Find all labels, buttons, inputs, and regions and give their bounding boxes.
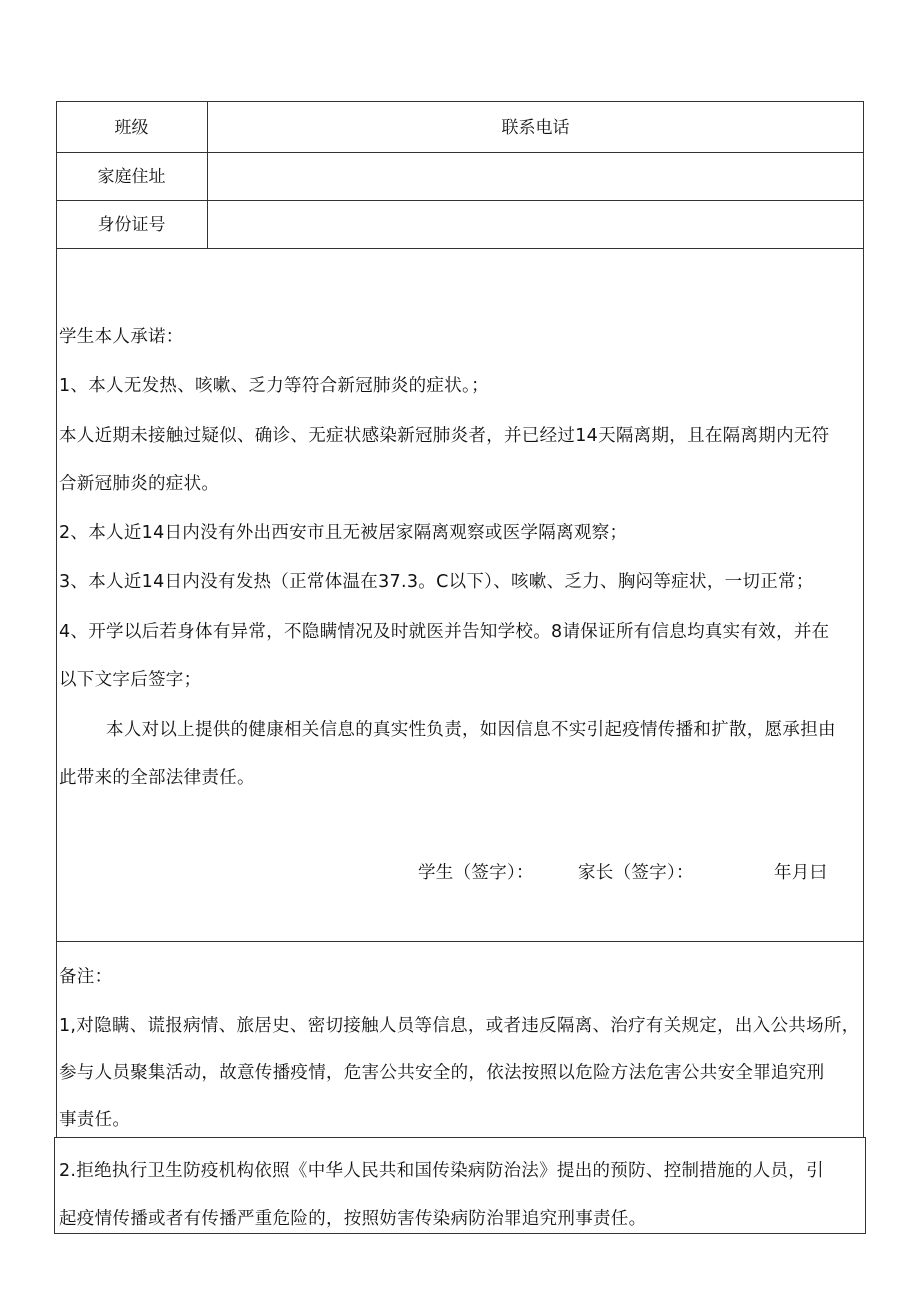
info-table-row-divider-2 [56,200,864,201]
date-label: 年月曰 [774,863,828,883]
pledge-line: 本人近期未接触过疑似、确诊、无症状感染新冠肺炎者，并已经过14天隔离期，且在隔离期内无符 [59,426,830,446]
pledge-line: 以下文字后签字； [59,670,202,690]
class-label: 班级 [114,118,149,138]
notes-line: 事责任。 [59,1110,131,1130]
pledge-line: 4、开学以后若身体有异常，不隐瞒情况及时就医并告知学校。8请保证所有信息均真实有效，并在 [59,622,830,642]
pledge-line: 此带来的全部法律责任。 [59,768,255,788]
pledge-line: 3、本人近14日内没有发热（正常体温在37.3。C以下）、咳嗽、乏力、胸闷等症状，一切正常； [59,572,814,592]
pledge-line: 本人对以上提供的健康相关信息的真实性负责，如因信息不实引起疫情传播和扩散，愿承担由 [106,720,836,740]
address-label: 家庭住址 [97,167,166,187]
id-label: 身份证号 [97,215,166,235]
notes-heading: 备注： [59,967,113,987]
pledge-line: 1、本人无发热、咳嗽、乏力等符合新冠肺炎的症状。； [59,376,489,396]
pledge-line: 2、本人近14日内没有外出西安市且无被居家隔离观察或医学隔离观察； [59,523,628,543]
notes-extra-line: 起疫情传播或者有传播严重危险的，按照妨害传染病防治罪追究刑事责任。 [59,1209,647,1229]
pledge-section [56,248,864,942]
notes-section [56,941,864,1138]
info-table-row-divider-1 [56,152,864,153]
pledge-heading: 学生本人承诺： [59,327,184,347]
notes-line: 参与人员聚集活动，故意传播疫情，危害公共安全的，依法按照以危险方法危害公共安全罪追究刑 [59,1063,825,1083]
parent-signature-label: 家长（签字）： [578,863,694,883]
phone-label: 联系电话 [501,118,570,138]
pledge-line: 合新冠肺炎的症状。 [59,474,220,494]
notes-line: 1,对隐瞒、谎报病情、旅居史、密切接触人员等信息，或者违反隔离、治疗有关规定，出入公共场所， [59,1016,860,1036]
student-signature-label: 学生（签字）： [418,863,534,883]
notes-extra-line: 2.拒绝执行卫生防疫机构依照《中华人民共和国传染病防治法》提出的预防、控制措施的人员，引 [59,1161,824,1181]
